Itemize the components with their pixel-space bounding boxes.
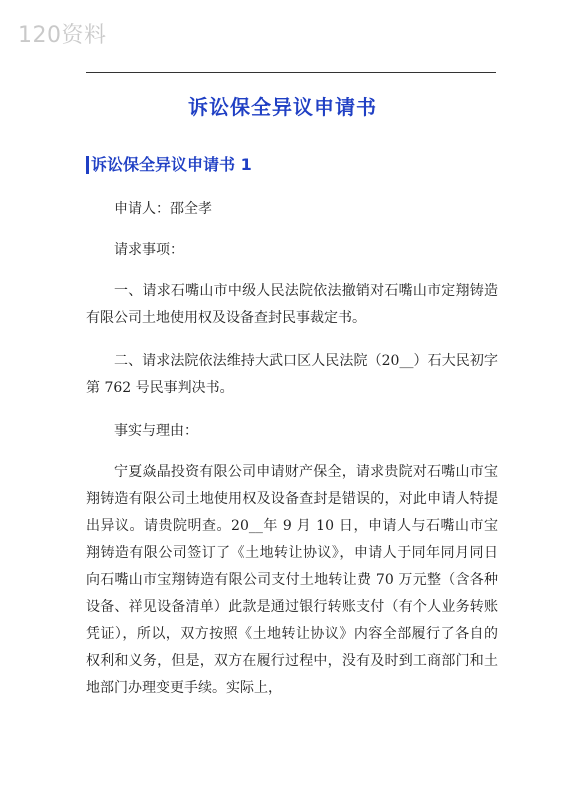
facts-reasons-label: 事实与理由： bbox=[114, 423, 198, 439]
document-title: 诉讼保全异议申请书 bbox=[188, 95, 377, 119]
header-rule bbox=[86, 72, 496, 73]
watermark: 120资料 bbox=[18, 23, 107, 48]
facts-paragraph: 宁夏焱晶投资有限公司申请财产保全，请求贵院对石嘴山市宝翔铸造有限公司土地使用权及设备查封是错误的，对此申请人特提出异议。请贵院明查。20__年 9 月 10 日，申请人与石嘴山市宝翔铸造有限公司签订了《土地转让协议》，申请人于同年同月同日向石嘴山市宝翔铸造有限公司支付土地转让费 70 万元整（含各种设备、祥见设备清单）此款是通过银行转账支付（有个人业务转账凭证），所以，双方按照《土地转让协议》内容全部履行了各自的权利和义务，但是，双方在履行过程中，没有及时到工商部门和土地部门办理变更手续。实际上， bbox=[86, 464, 498, 696]
request-item-2: 二、请求法院依法维持大武口区人民法院（20__）石大民初字第 762 号民事判决书。 bbox=[86, 353, 498, 396]
request-item-1: 一、请求石嘴山市中级人民法院依法撤销对石嘴山市定翔铸造有限公司土地使用权及设备查封民事裁定书。 bbox=[86, 283, 498, 326]
applicant-line: 申请人：邵全孝 bbox=[114, 201, 212, 217]
document-body bbox=[86, 196, 498, 718]
request-items-label: 请求事项： bbox=[114, 242, 184, 258]
section-heading: 诉讼保全异议申请书 1 bbox=[86, 156, 252, 174]
